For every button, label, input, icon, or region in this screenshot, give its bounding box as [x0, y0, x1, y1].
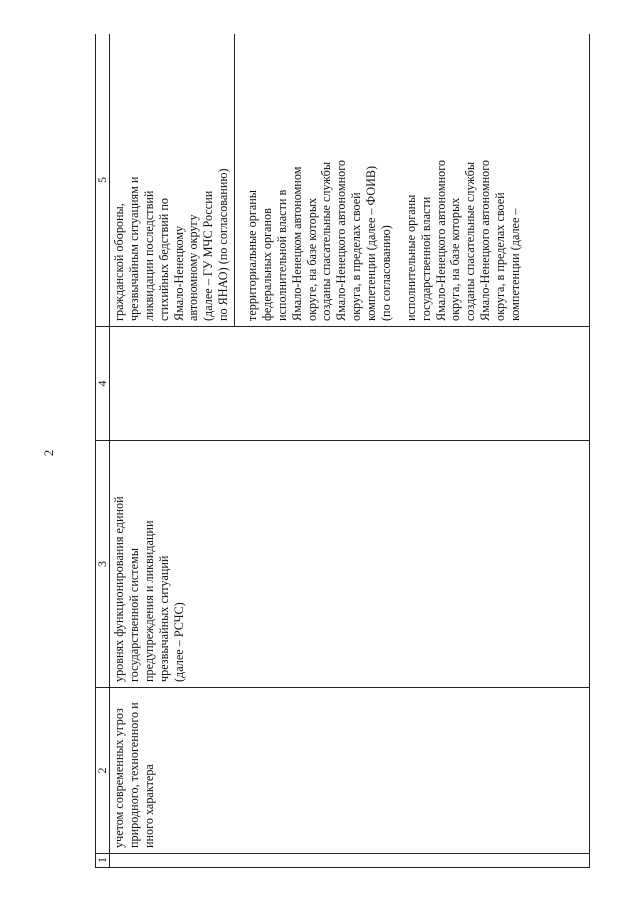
header-col-5: 5: [96, 34, 110, 327]
header-col-3: 3: [96, 441, 110, 688]
page-number: 2: [41, 449, 56, 457]
table-row: [110, 34, 590, 868]
cell-deadline: [110, 327, 590, 441]
header-col-1: 1: [96, 854, 110, 868]
cell-divider: [234, 34, 235, 326]
responsible-regional-authorities: исполнительные органы государственной власти Ямало-Ненецкого автономного округа, на базе которых созданы спасательные службы Ямало-Ненецкого автономного округа, в пределах своей компетенции (далее –: [403, 159, 522, 321]
rotated-table-frame: [95, 34, 590, 868]
measures-table: [95, 34, 590, 868]
responsible-gu-mchs: гражданской обороны, чрезвычайным ситуациям и ликвидации последствий стихийных бедствий по Ямало-Ненецкому автономному округу (далее – ГУ МЧС России по ЯНАО) (по согласованию): [112, 168, 231, 321]
header-col-2: 2: [96, 688, 110, 854]
table-header-row: [96, 34, 110, 868]
cell-measure: учетом современных угроз природного, техногенного и иного характера: [110, 688, 590, 854]
cell-responsible: [110, 34, 590, 327]
header-col-4: 4: [96, 327, 110, 441]
cell-number: [110, 854, 590, 868]
table-container: [95, 34, 590, 868]
cell-level: уровнях функционирования единой государственной системы предупреждения и ликвидации чрезвычайных ситуаций (далее – РСЧС): [110, 441, 590, 688]
responsible-foiv: территориальные органы федеральных органов исполнительной власти в Ямало-Ненецком автономном округе, на базе которых созданы спасательные службы Ямало-Ненецкого автономного округа, в пределах своей компетенции (далее – ФОИВ) (по согласованию): [245, 159, 393, 321]
